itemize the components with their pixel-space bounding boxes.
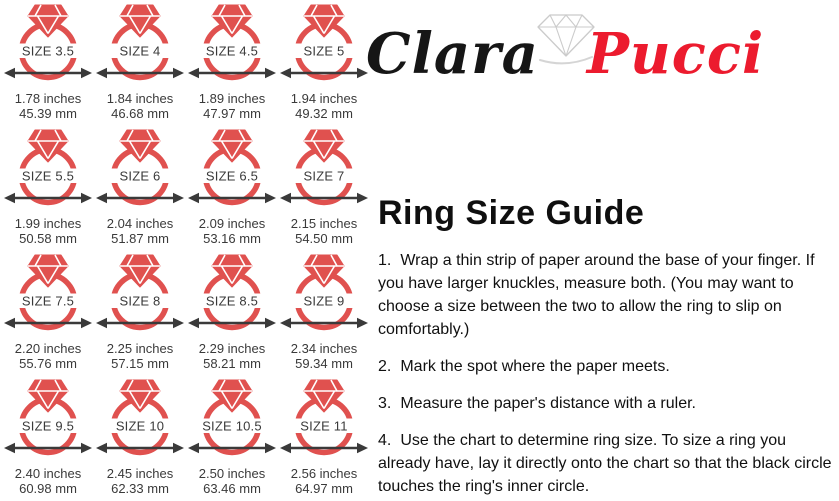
ring-cell: [94, 378, 186, 501]
ring-diameter-mm: 57.15 mm: [111, 356, 169, 371]
ring-diameter-inches: 1.94 inches: [290, 91, 358, 106]
ring-diameter-mm: 58.21 mm: [203, 356, 261, 371]
ring-diameter-mm: 51.87 mm: [111, 231, 169, 246]
page-title: Ring Size Guide: [378, 194, 645, 232]
step-text: Use the chart to determine ring size. To size a ring you already have, lay it directly onto the chart so that the black circle touches the ring's inner circle.: [378, 432, 832, 495]
ring-diameter-inches: 2.20 inches: [14, 341, 82, 356]
size-label: SIZE 5.5: [21, 168, 75, 184]
ring-diameter-inches: 2.40 inches: [14, 466, 82, 481]
size-label: SIZE 9: [303, 293, 345, 309]
ring-measurements: [199, 341, 266, 371]
size-label: SIZE 7.5: [21, 293, 75, 309]
ring-measurements: [107, 466, 174, 496]
ring-measurements: [107, 91, 174, 121]
ring-measurements: [15, 466, 82, 496]
ring-measurements: [15, 216, 82, 246]
ring-diameter-inches: 2.45 inches: [106, 466, 174, 481]
ring-diameter-inches: 2.09 inches: [198, 216, 266, 231]
diamond-icon: [120, 380, 160, 412]
ring-measurements: [199, 466, 266, 496]
ring-illustration: [94, 128, 186, 206]
ring-illustration: [278, 128, 370, 206]
size-label: SIZE 9.5: [21, 418, 75, 434]
ring-diameter-mm: 49.32 mm: [295, 106, 353, 121]
ring-measurements: [107, 341, 174, 371]
ring-cell: [2, 378, 94, 501]
diamond-icon: [212, 5, 252, 37]
ring-diameter-inches: 2.25 inches: [106, 341, 174, 356]
diamond-icon: [212, 255, 252, 287]
instruction-step: [378, 429, 833, 498]
size-label: SIZE 4.5: [205, 43, 259, 59]
brand-name-first: Clara: [366, 21, 539, 87]
ring-diameter-inches: 2.50 inches: [198, 466, 266, 481]
ring-cell: [278, 253, 370, 378]
ring-measurements: [291, 91, 358, 121]
ring-illustration: [186, 3, 278, 81]
ring-cell: [278, 378, 370, 501]
ring-cell: [186, 128, 278, 253]
diamond-icon: [212, 380, 252, 412]
ring-measurements: [15, 341, 82, 371]
ring-illustration: [278, 3, 370, 81]
size-label: SIZE 5: [303, 43, 345, 59]
diamond-icon: [28, 380, 68, 412]
diamond-icon: [304, 130, 344, 162]
ring-cell: [186, 3, 278, 128]
size-label: SIZE 11: [300, 418, 348, 434]
diamond-icon: [304, 255, 344, 287]
step-text: Measure the paper's distance with a ruler.: [400, 395, 696, 412]
ring-cell: [186, 378, 278, 501]
ring-cell: [2, 253, 94, 378]
ring-cell: [2, 3, 94, 128]
size-label: SIZE 8.5: [205, 293, 259, 309]
ring-measurements: [291, 466, 358, 496]
ring-illustration: [2, 128, 94, 206]
ring-diameter-mm: 46.68 mm: [111, 106, 169, 121]
brand-name-second: Pucci: [586, 21, 765, 87]
ring-cell: [278, 128, 370, 253]
ring-diameter-inches: 2.56 inches: [290, 466, 358, 481]
ring-diameter-mm: 55.76 mm: [19, 356, 77, 371]
ring-illustration: [94, 3, 186, 81]
ring-illustration: [278, 253, 370, 331]
size-label: SIZE 8: [119, 293, 161, 309]
diamond-icon: [304, 380, 344, 412]
ring-illustration: [2, 378, 94, 456]
ring-illustration: [94, 378, 186, 456]
ring-diameter-mm: 50.58 mm: [19, 231, 77, 246]
ring-cell: [278, 3, 370, 128]
ring-illustration: [2, 3, 94, 81]
ring-grid: [2, 3, 370, 501]
ring-diameter-mm: 63.46 mm: [203, 481, 261, 496]
ring-diameter-inches: 1.84 inches: [106, 91, 174, 106]
diamond-icon: [120, 255, 160, 287]
step-text: Wrap a thin strip of paper around the base of your finger. If you have larger knuckles, measure both. (You may want to choose a size between the two to allow the ring to slip on comfortably.): [378, 252, 815, 338]
instruction-step: [378, 392, 833, 415]
diamond-icon: [28, 130, 68, 162]
ring-measurements: [199, 91, 266, 121]
ring-cell: [2, 128, 94, 253]
size-label: SIZE 3.5: [21, 43, 75, 59]
size-label: SIZE 6: [119, 168, 161, 184]
size-label: SIZE 7: [303, 168, 345, 184]
size-label: SIZE 6.5: [205, 168, 259, 184]
ring-cell: [94, 253, 186, 378]
ring-diameter-mm: 62.33 mm: [111, 481, 169, 496]
ring-diameter-inches: 1.78 inches: [14, 91, 82, 106]
size-label: SIZE 10: [115, 418, 165, 434]
diamond-icon: [28, 255, 68, 287]
ring-diameter-mm: 54.50 mm: [295, 231, 353, 246]
ring-diameter-mm: 45.39 mm: [19, 106, 77, 121]
diamond-icon: [304, 5, 344, 37]
step-number: 2.: [378, 358, 392, 375]
ring-diameter-inches: 2.29 inches: [198, 341, 266, 356]
ring-diameter-inches: 1.89 inches: [198, 91, 266, 106]
size-label: SIZE 4: [119, 43, 161, 59]
step-text: Mark the spot where the paper meets.: [400, 358, 670, 375]
ring-measurements: [291, 341, 358, 371]
ring-diameter-inches: 1.99 inches: [14, 216, 82, 231]
instruction-step: [378, 249, 833, 341]
ring-cell: [94, 3, 186, 128]
ring-cell: [94, 128, 186, 253]
diamond-icon: [212, 130, 252, 162]
diamond-icon: [28, 5, 68, 37]
ring-illustration: [186, 378, 278, 456]
ring-measurements: [15, 91, 82, 121]
ring-diameter-inches: 2.15 inches: [290, 216, 358, 231]
step-number: 4.: [378, 432, 392, 449]
diamond-icon: [120, 5, 160, 37]
ring-diameter-mm: 60.98 mm: [19, 481, 77, 496]
ring-diameter-inches: 2.34 inches: [290, 341, 358, 356]
ring-illustration: [186, 128, 278, 206]
ring-illustration: [2, 253, 94, 331]
ring-illustration: [278, 378, 370, 456]
ring-measurements: [291, 216, 358, 246]
instruction-list: [378, 249, 833, 501]
ring-diameter-mm: 59.34 mm: [295, 356, 353, 371]
ring-illustration: [94, 253, 186, 331]
ring-cell: [186, 253, 278, 378]
logo-diamond-icon: [533, 12, 599, 70]
ring-diameter-mm: 47.97 mm: [203, 106, 261, 121]
size-label: SIZE 10.5: [202, 418, 262, 434]
ring-diameter-mm: 53.16 mm: [203, 231, 261, 246]
ring-illustration: [186, 253, 278, 331]
step-number: 1.: [378, 252, 392, 269]
diamond-icon: [120, 130, 160, 162]
brand-logo: [366, 14, 764, 94]
ring-diameter-inches: 2.04 inches: [106, 216, 174, 231]
step-number: 3.: [378, 395, 392, 412]
ring-measurements: [107, 216, 174, 246]
instruction-step: [378, 355, 833, 378]
ring-measurements: [199, 216, 266, 246]
ring-diameter-mm: 64.97 mm: [295, 481, 353, 496]
